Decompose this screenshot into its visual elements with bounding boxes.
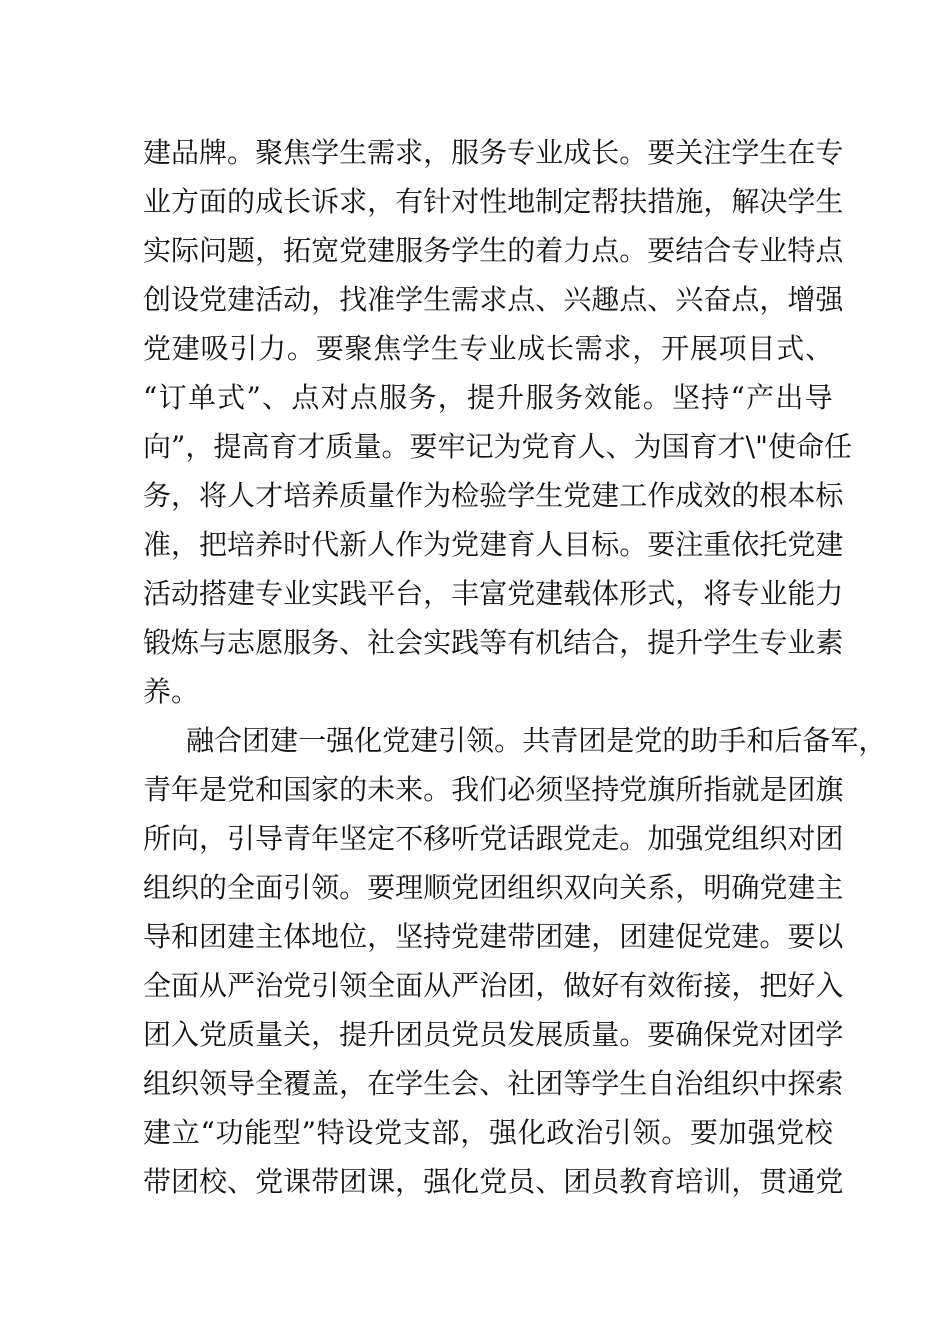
text-line: 锻 炼 与 志 愿 服 务 、 社 会 实 践 等 有 机 结 合 ， 提 升 学 生 专 业 素 bbox=[143, 626, 844, 659]
text-line: 业 方 面 的 成 长 诉 求 ， 有 针 对 性 地 制 定 帮 扶 措 施 ， 解 决 学 生 bbox=[143, 185, 844, 218]
text-line: 向 ” ， 提 高 育 才 质 量 。 要 牢 记 为 党 育 人 、 为 国 育 才 \ " 使 命 任 bbox=[143, 430, 853, 463]
paragraph-start-line: 融 合 团 建 一 强 化 党 建 引 领 。 共 青 团 是 党 的 助 手 和 后 备 军 ， bbox=[186, 724, 887, 757]
text-line: 创 设 党 建 活 动 ， 找 准 学 生 需 求 点 、 兴 趣 点 、 兴 奋 点 ， 增 强 bbox=[143, 283, 844, 316]
text-line: 青 年 是 党 和 国 家 的 未 来 。 我 们 必 须 坚 持 党 旗 所 指 就 是 团 旗 bbox=[143, 773, 844, 806]
text-line: 所 向 ， 引 导 青 年 坚 定 不 移 听 党 话 跟 党 走 。 加 强 党 组 织 对 团 bbox=[143, 822, 844, 855]
text-line: 全 面 从 严 治 党 引 领 全 面 从 严 治 团 ， 做 好 有 效 衔 接 ， 把 好 入 bbox=[143, 969, 844, 1002]
text-line: 建 品 牌 。 聚 焦 学 生 需 求 ， 服 务 专 业 成 长 。 要 关 注 学 生 在 专 bbox=[143, 136, 844, 169]
text-line: 准 ， 把 培 养 时 代 新 人 作 为 党 建 育 人 目 标 。 要 注 重 依 托 党 建 bbox=[143, 528, 844, 561]
text-line: 带 团 校 、 党 课 带 团 课 ， 强 化 党 员 、 团 员 教 育 培 训 ， 贯 通 党 bbox=[143, 1165, 844, 1198]
text-line: 组 织 的 全 面 引 领 。 要 理 顺 党 团 组 织 双 向 关 系 ， 明 确 党 建 主 bbox=[143, 871, 844, 904]
text-line: 党 建 吸 引 力 。 要 聚 焦 学 生 专 业 成 长 需 求 ， 开 展 项 目 式 、 bbox=[143, 332, 833, 365]
text-line: 导 和 团 建 主 体 地 位 ， 坚 持 党 建 带 团 建 ， 团 建 促 党 建 。 要 以 bbox=[143, 920, 844, 953]
text-line: 团 入 党 质 量 关 ， 提 升 团 员 党 员 发 展 质 量 。 要 确 保 党 对 团 学 bbox=[143, 1018, 844, 1051]
text-line: 活 动 搭 建 专 业 实 践 平 台 ， 丰 富 党 建 载 体 形 式 ， 将 专 业 能 力 bbox=[143, 577, 844, 610]
text-line: 建 立 “ 功 能 型 ” 特 设 党 支 部 ， 强 化 政 治 引 领 。 要 加 强 党 校 bbox=[143, 1116, 833, 1149]
text-line: 实 际 问 题 ， 拓 宽 党 建 服 务 学 生 的 着 力 点 。 要 结 合 专 业 特 点 bbox=[143, 234, 844, 267]
text-line: 务 ， 将 人 才 培 养 质 量 作 为 检 验 学 生 党 建 工 作 成 效 的 根 本 标 bbox=[143, 479, 844, 512]
text-line: 组 织 领 导 全 覆 盖 ， 在 学 生 会 、 社 团 等 学 生 自 治 组 织 中 探 索 bbox=[143, 1067, 844, 1100]
paragraph-end-line: 养。 bbox=[143, 675, 200, 708]
body-text bbox=[143, 128, 887, 1206]
text-line: “ 订 单 式 ” 、 点 对 点 服 务 ， 提 升 服 务 效 能 。 坚 持 “ 产 出 导 bbox=[143, 381, 833, 414]
